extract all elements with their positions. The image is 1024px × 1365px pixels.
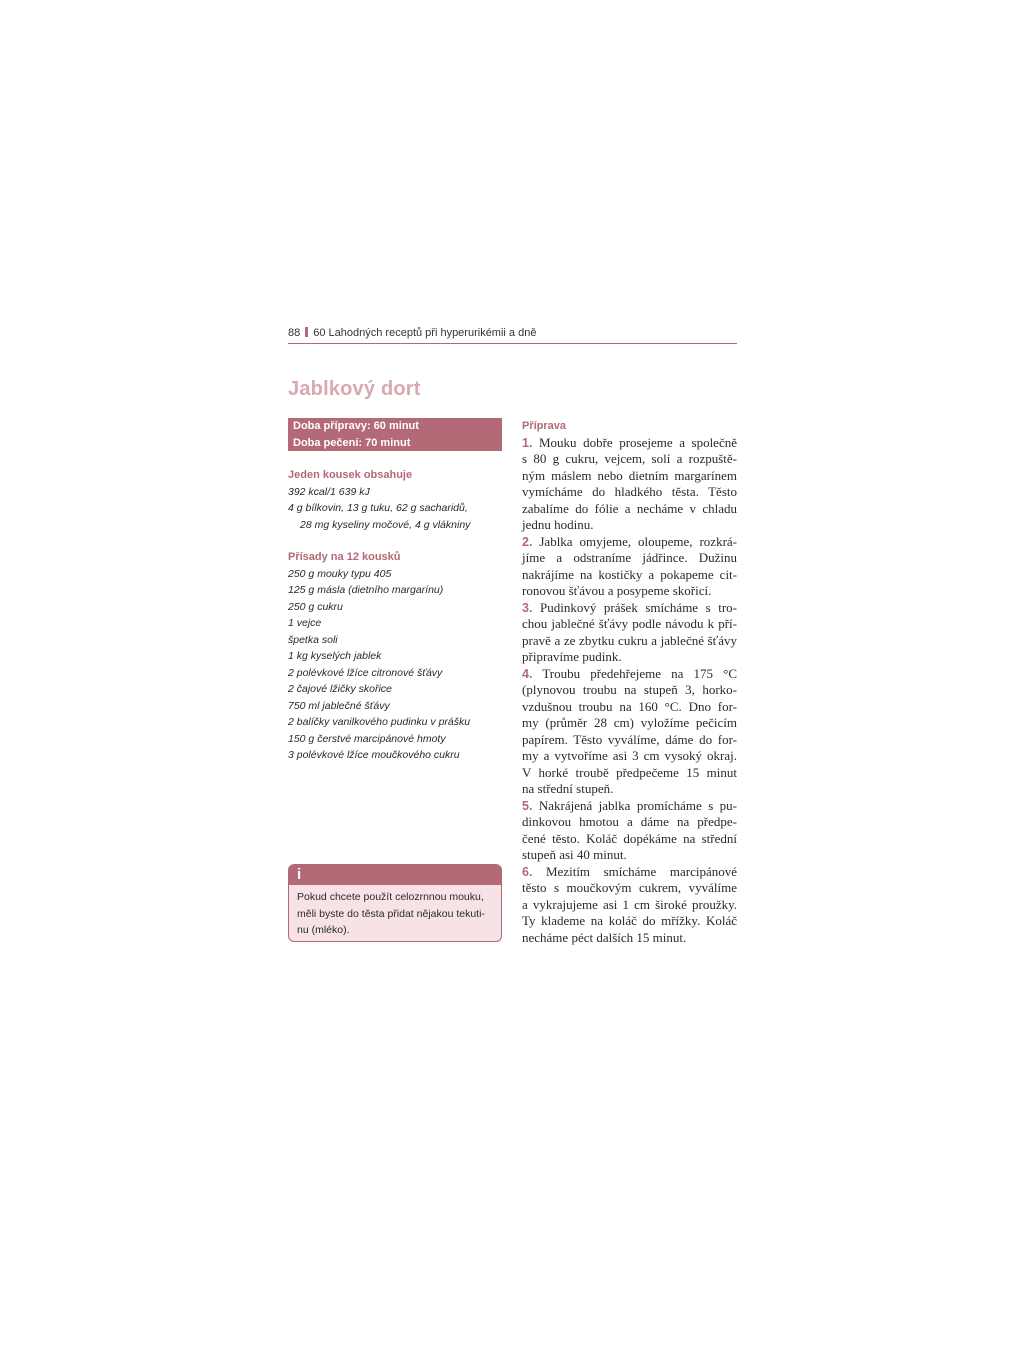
preparation-step (522, 864, 737, 947)
nutrition-heading: Jeden kousek obsahuje (288, 469, 413, 481)
ingredient-item: 750 ml jablečné šťávy (288, 699, 390, 712)
step-number: 3. (522, 600, 533, 615)
info-line: Pokud chcete použít celozrnnou mouku, (297, 891, 484, 903)
ingredient-item: 2 balíčky vanilkového pudinku v prášku (288, 716, 471, 728)
step-line: Troubu předehřejeme na 175 °C (542, 665, 738, 681)
step-line: Ty klademe na koláč do mřížky. Koláč (522, 913, 737, 928)
preparation-step (522, 798, 737, 864)
step-line: Nakrájená jablka promícháme s pu- (538, 797, 737, 813)
step-line: s 80 g cukru, vejcem, solí a rozpuště- (522, 451, 737, 466)
page-header (288, 325, 737, 344)
ingredient-item: 2 polévkové lžíce citronové šťávy (288, 666, 443, 679)
nutrition-section (288, 467, 502, 533)
info-box (288, 864, 502, 942)
step-number: 5. (522, 798, 533, 813)
step-line: ným máslem nebo dietním margarínem (522, 467, 737, 483)
step-line: vzdušnou troubu na 160 °C. Dno for- (522, 698, 737, 714)
ingredient-item: 2 čajové lžičky skořice (288, 683, 392, 695)
step-line: Pudinkový prášek smícháme s tro- (540, 599, 738, 615)
step-line: chou jablečné šťávy podle návodu k pří- (522, 616, 737, 631)
ingredient-item: 3 polévkové lžíce moučkového cukru (288, 749, 460, 761)
ingredients-heading: Přísady na 12 kousků (288, 551, 401, 563)
preparation-section (522, 418, 737, 946)
info-text (289, 885, 501, 939)
preparation-heading: Příprava (522, 420, 567, 432)
preparation-step (522, 600, 737, 666)
step-line: těsto s moučkovým cukrem, vyválíme (522, 880, 737, 895)
ingredient-item: 250 g mouky typu 405 (288, 567, 392, 580)
step-line: připravíme pudink. (522, 649, 622, 664)
step-line: jíme a odstraníme jádřince. Dužinu (522, 550, 737, 565)
step-line: necháme péct dalších 15 minut. (522, 929, 687, 945)
step-line: čené těsto. Koláč dopékáme na střední (522, 830, 737, 846)
step-line: stupeň asi 40 minut. (522, 847, 627, 862)
step-number: 6. (522, 864, 533, 879)
step-line: na střední stupeň. (522, 781, 614, 796)
time-box (288, 418, 502, 451)
nutrition-line: 4 g bílkovin, 13 g tuku, 62 g sacharidů, (288, 502, 468, 514)
prep-time: Doba přípravy: 60 minut (293, 420, 419, 432)
step-line: nakrájíme na kostičky a pokapeme cit- (522, 566, 737, 582)
ingredient-item: 150 g čerstvé marcipánové hmoty (288, 732, 446, 745)
nutrition-line: 28 mg kyseliny močové, 4 g vlákniny (300, 518, 471, 531)
info-icon: i (289, 865, 501, 885)
preparation-step (522, 666, 737, 798)
step-line: V horké troubě předpečeme 15 minut (522, 764, 737, 780)
page-number: 88 (288, 327, 301, 339)
step-line: Jablka omyjeme, oloupeme, rozkrá- (539, 533, 737, 549)
step-line: my a vytvoříme asi 3 cm vysoký okraj. (522, 748, 737, 763)
book-title: 60 Lahodných receptů při hyperurikémii a dně (313, 327, 537, 339)
ingredients-section (288, 549, 502, 764)
header-separator (305, 327, 308, 337)
ingredient-item: 125 g másla (dietního margarínu) (288, 584, 444, 596)
step-line: ronovou šťávou a posypeme skořicí. (522, 583, 712, 598)
step-line: pravě a ze zbytku cukru a jablečné šťávy (522, 632, 737, 648)
step-line: a vykrajujeme asi 1 cm široké proužky. (522, 896, 737, 912)
step-line: Mouku dobře prosejeme a společně (538, 434, 737, 450)
step-line: vymícháme do hladkého těsta. Těsto (522, 484, 737, 499)
ingredient-item: 1 kg kyselých jablek (288, 650, 382, 662)
step-line: jednu hodinu. (522, 517, 594, 532)
step-number: 1. (522, 435, 533, 450)
info-line: nu (mléko). (297, 924, 350, 936)
preparation-step (522, 435, 737, 534)
recipe-title: Jablkový dort (288, 378, 421, 400)
ingredient-item: špetka soli (288, 633, 338, 646)
step-line: Mezitím smícháme marcipánové (546, 863, 737, 879)
ingredient-item: 250 g cukru (288, 600, 343, 613)
step-line: (plynovou troubu na stupeň 3, horko- (522, 682, 737, 697)
info-line: měli byste do těsta přidat nějakou tekuti- (297, 907, 485, 920)
step-line: dinkovou hmotou a dáme na předpe- (522, 814, 737, 829)
ingredient-item: 1 vejce (288, 617, 322, 629)
step-line: zabalíme do fólie a necháme v chladu (522, 500, 737, 516)
step-line: papírem. Těsto vyválíme, dáme do for- (522, 731, 737, 747)
nutrition-line: 392 kcal/1 639 kJ (288, 485, 370, 498)
step-number: 4. (522, 666, 533, 681)
step-number: 2. (522, 534, 533, 549)
preparation-step (522, 534, 737, 600)
recipe-sidebar (288, 418, 502, 764)
bake-time: Doba pečení: 70 minut (293, 436, 411, 449)
step-line: my (průměr 28 cm) vyložíme pečicím (522, 715, 737, 730)
